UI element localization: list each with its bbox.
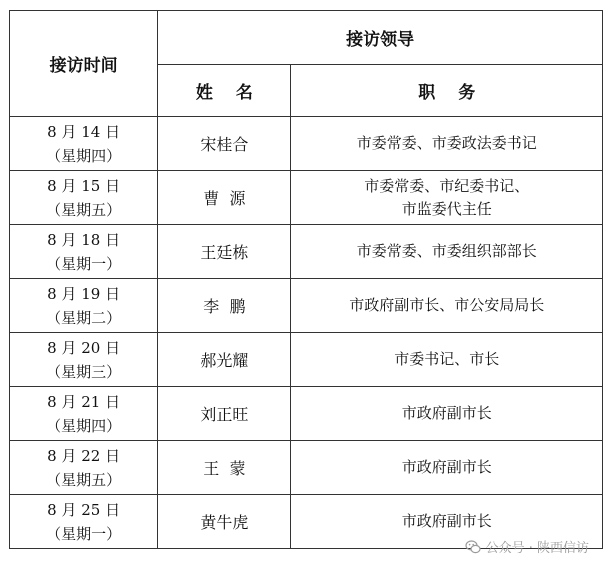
date-cell [10, 225, 158, 279]
table-row [10, 333, 603, 387]
leader-position: 市政府副市长 [291, 495, 603, 549]
table-row [10, 171, 603, 225]
weekday-text: （星期一） [46, 254, 122, 273]
watermark-text: 公众号 · 陕西信访 [485, 541, 589, 556]
date-text: 8 月 21 日 [47, 392, 121, 411]
header-reception-time: 接访时间 [10, 11, 158, 117]
date-text: 8 月 20 日 [47, 338, 121, 357]
table-row [10, 441, 603, 495]
date-cell [10, 495, 158, 549]
date-cell [10, 171, 158, 225]
date-text: 8 月 19 日 [47, 284, 121, 303]
table-row [10, 387, 603, 441]
date-text: 8 月 22 日 [47, 446, 121, 465]
weekday-text: （星期五） [46, 200, 122, 219]
leader-name: 宋桂合 [158, 117, 291, 171]
date-cell [10, 279, 158, 333]
table-row [10, 279, 603, 333]
leader-name: 王 蒙 [158, 441, 291, 495]
date-cell [10, 333, 158, 387]
weekday-text: （星期五） [46, 470, 122, 489]
watermark [465, 537, 589, 556]
weekday-text: （星期二） [46, 308, 122, 327]
date-text: 8 月 25 日 [47, 500, 121, 519]
leader-position: 市委书记、市长 [291, 333, 603, 387]
leader-name: 刘正旺 [158, 387, 291, 441]
wechat-icon [465, 539, 481, 555]
leader-name: 李 鹏 [158, 279, 291, 333]
weekday-text: （星期四） [46, 146, 122, 165]
leader-name: 曹 源 [158, 171, 291, 225]
weekday-text: （星期四） [46, 416, 122, 435]
leader-position: 市政府副市长 [291, 441, 603, 495]
leader-position: 市委常委、市委政法委书记 [291, 117, 603, 171]
weekday-text: （星期一） [46, 524, 122, 543]
date-text: 8 月 14 日 [47, 122, 121, 141]
leader-position: 市委常委、市纪委书记、 市监委代主任 [291, 171, 603, 225]
leader-name: 王廷栋 [158, 225, 291, 279]
date-cell [10, 441, 158, 495]
header-position: 职 务 [291, 65, 603, 117]
header-name: 姓 名 [158, 65, 291, 117]
date-cell [10, 387, 158, 441]
table-row [10, 225, 603, 279]
date-text: 8 月 15 日 [47, 176, 121, 195]
leader-position: 市委常委、市委组织部部长 [291, 225, 603, 279]
header-reception-leader: 接访领导 [158, 11, 603, 65]
leader-position: 市政府副市长 [291, 387, 603, 441]
leader-name: 黄牛虎 [158, 495, 291, 549]
date-text: 8 月 18 日 [47, 230, 121, 249]
weekday-text: （星期三） [46, 362, 122, 381]
date-cell [10, 117, 158, 171]
leader-position: 市政府副市长、市公安局局长 [291, 279, 603, 333]
reception-schedule-table [9, 10, 603, 549]
leader-name: 郝光耀 [158, 333, 291, 387]
table-row [10, 117, 603, 171]
